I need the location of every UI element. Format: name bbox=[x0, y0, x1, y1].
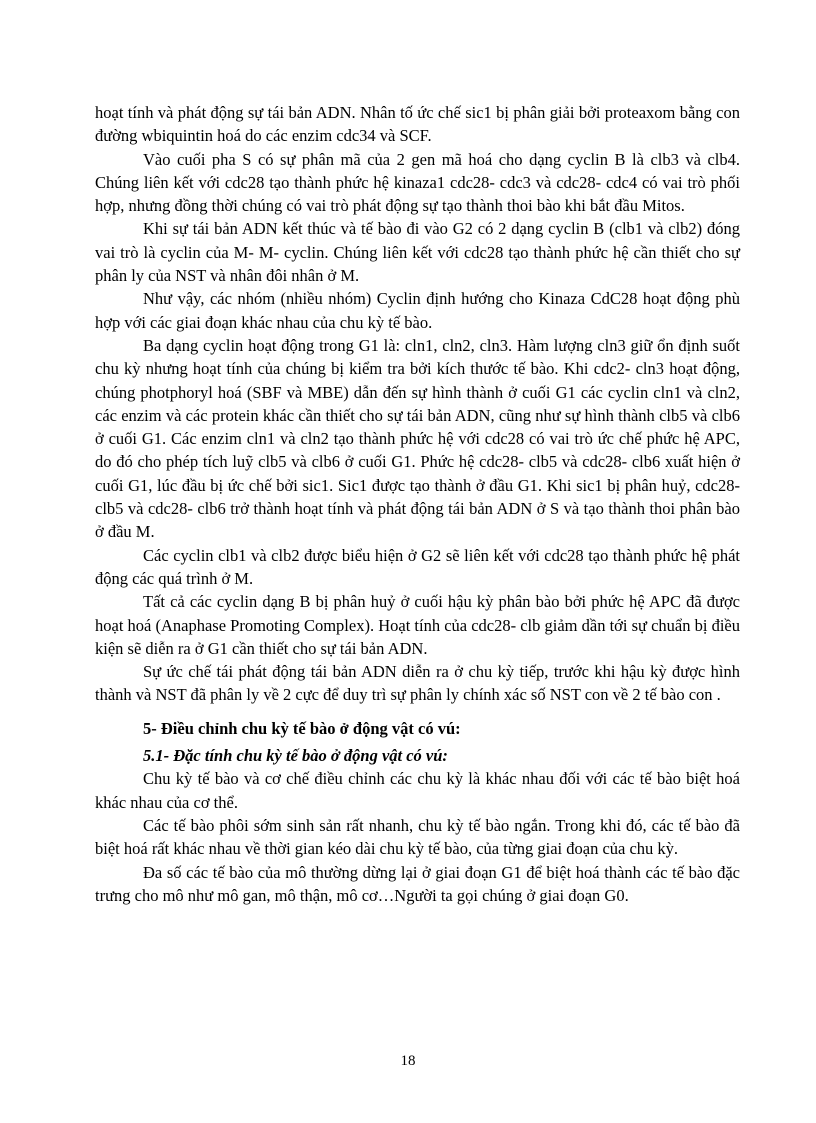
paragraph: Khi sự tái bản ADN kết thúc và tế bào đi vào G2 có 2 dạng cyclin B (clb1 và clb2) đóng vai trò là cyclin của M- M- cyclin. Chúng liên kết với cdc28 tạo thành phức hệ cần thiết cho sự phân ly của NST và nhân đôi nhân ở M. bbox=[95, 219, 740, 286]
subsection-heading: 5.1- Đặc tính chu kỳ tế bào ở động vật có vú: bbox=[143, 746, 448, 766]
paragraph: Vào cuối pha S có sự phân mã của 2 gen mã hoá cho dạng cyclin B là clb3 và clb4. Chúng liên kết với cdc28 tạo thành phức hệ kinaza1 cdc28- cdc3 và cdc28- cdc4 có vai trò phối hợp, nhưng đồng thời chúng có vai trò phát động sự tạo thành thoi bào khi bắt đầu Mitos. bbox=[95, 149, 740, 216]
paragraph: hoạt tính và phát động sự tái bản ADN. Nhân tố ức chế sic1 bị phân giải bởi proteaxom bằng con đường wbiquintin hoá do các enzim cdc34 và SCF. bbox=[95, 103, 740, 146]
paragraph: Như vậy, các nhóm (nhiều nhóm) Cyclin định hướng cho Kinaza CdC28 hoạt động phù hợp với các giai đoạn khác nhau của chu kỳ tế bào. bbox=[95, 289, 740, 332]
paragraph: Các tế bào phôi sớm sinh sản rất nhanh, chu kỳ tế bào ngắn. Trong khi đó, các tế bào đã biệt hoá rất khác nhau về thời gian kéo dài chu kỳ tế bào, của từng giai đoạn của chu kỳ. bbox=[95, 815, 740, 859]
paragraph: Ba dạng cyclin hoạt động trong G1 là: cln1, cln2, cln3. Hàm lượng cln3 giữ ổn định suốt chu kỳ nhưng hoạt tính của chúng bị kiểm tra bởi kích thước tế bào. Khi cdc2- cln3 hoạt động, chúng photphoryl hoá (SBF và MBE) dẫn đến sự hình thành ở cuối G1 các cyclin cln1 và cln2, các enzim và các protein khác cần thiết cho sự tái bản ADN, cũng như sự hình thành clb5 và clb6 ở cuối G1. Các enzim cln1 và cln2 tạo thành phức hệ với cdc28 có vai trò ức chế phức hệ APC, do đó cho phép tích luỹ clb5 và clb6 ở cuối G1. Phức hệ cdc28- clb5 và cdc28- clb6 xuất hiện ở cuối G1, lúc đầu bị ức chế bởi sic1. Sic1 được tạo thành ở đầu G1. Khi sic1 bị phân huỷ, cdc28- clb5 và cdc28- clb6 trở thành hoạt tính và phát động tái bản ADN ở S và tạo thành thoi phân bào ở đầu M. bbox=[95, 335, 740, 542]
page-number: 18 bbox=[400, 1053, 416, 1069]
section-heading: 5- Điều chỉnh chu kỳ tế bào ở động vật có vú: bbox=[143, 718, 461, 738]
paragraph: Các cyclin clb1 và clb2 được biểu hiện ở G2 sẽ liên kết với cdc28 tạo thành phức hệ phát động các quá trình ở M. bbox=[95, 545, 740, 588]
paragraph: Sự ức chế tái phát động tái bản ADN diễn ra ở chu kỳ tiếp, trước khi hậu kỳ được hình thành và NST đã phân ly về 2 cực để duy trì sự phân ly chính xác số NST con về 2 tế bào con . bbox=[95, 662, 740, 705]
document-body bbox=[95, 101, 740, 907]
paragraph: Tất cả các cyclin dạng B bị phân huỷ ở cuối hậu kỳ phân bào bởi phức hệ APC đã được hoạt hoá (Anaphase Promoting Complex). Hoạt tính của cdc28- clb giảm dần tới sự chuẩn bị điều kiện sẽ diễn ra ở G1 cần thiết cho sự tái bản ADN. bbox=[95, 592, 740, 658]
paragraph: Đa số các tế bào của mô thường dừng lại ở giai đoạn G1 để biệt hoá thành các tế bào đặc trưng cho mô như mô gan, mô thận, mô cơ…Người ta gọi chúng ở giai đoạn G0. bbox=[95, 862, 740, 905]
paragraph: Chu kỳ tế bào và cơ chế điều chỉnh các chu kỳ là khác nhau đối với các tế bào biệt hoá khác nhau của cơ thể. bbox=[95, 769, 740, 812]
